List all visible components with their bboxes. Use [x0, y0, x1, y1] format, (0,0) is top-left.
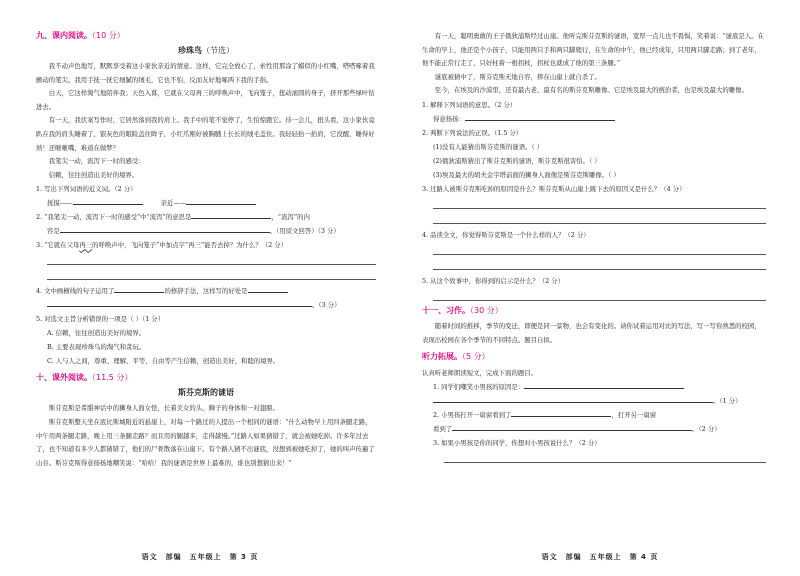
- r1-word: 得意扬扬：: [433, 114, 465, 123]
- q4-end: 。（3 分）: [312, 301, 341, 310]
- passage-1-subtitle: （节选）: [202, 46, 234, 55]
- passage-1-para: 我笔尖一动，流泻下一时的感受：: [48, 157, 145, 166]
- lq2-blank-1[interactable]: [511, 409, 611, 417]
- question-4-cont: [36, 298, 376, 312]
- question-r3: 3. 过路人被斯芬克斯吃掉的原因是什么？斯芬克斯从山崖上跳下去的原因又是什么？（4 分）: [422, 184, 686, 193]
- question-r5: 5. 从这个故事中，你得到的启示是什么？（2 分）: [422, 276, 565, 285]
- q3-answer-line[interactable]: [47, 252, 376, 265]
- lq2-text-b: ，打开另一扇窗: [611, 411, 657, 420]
- lq2-text-a: 2. 小男孩打开一扇窗看到了: [433, 411, 512, 420]
- listening-q2-cont: [422, 422, 766, 436]
- q3-answer-line[interactable]: [47, 267, 376, 280]
- section-9-heading: [36, 30, 376, 41]
- section-10-points: （11.5 分）: [92, 373, 133, 383]
- section-10-title: 十、课外阅读。: [36, 373, 92, 383]
- section-11-heading: [422, 305, 766, 316]
- passage-1-para: 信赖，往往创造出美好的境界。: [48, 170, 139, 179]
- question-3: [36, 238, 376, 252]
- q3-emphasis: 再三: [79, 241, 93, 250]
- lq2-blank-2[interactable]: [452, 423, 692, 431]
- section-11-points: （30 分）: [470, 305, 503, 315]
- q5-option[interactable]: B. 主要表现珍珠鸟的淘气和贪玩。: [47, 343, 146, 352]
- r2-item[interactable]: (2)俄狄浦斯猜出了斯芬克斯的谜语，斯芬克斯很害怕。（ ）: [433, 156, 601, 165]
- passage-2-title: 斯芬克斯的谜语: [178, 387, 234, 398]
- section-11-title: 十一、习作。: [422, 305, 470, 315]
- page-footer-left: 语文 部编 五年级上 第 3 页: [141, 553, 259, 561]
- r2-item[interactable]: (3)埃及最大的胡夫金字塔前面的狮身人面像是斯芬克斯雕像。（ ）: [433, 170, 620, 179]
- section-10-heading: [36, 372, 376, 383]
- question-1-answers: [36, 196, 376, 210]
- passage-1-para: 白天，它这样淘气地陪伴我；天色入暮，它就在父母再三的呼唤声中，飞向笼子，扭动滚圆的身子，挤开那些绿叶钻进去。: [36, 89, 375, 111]
- passage-2-para: 斯芬克斯整天坐在底比斯城附近的悬崖上，对每一个路过的人提出一个相同的谜语：“什么动物早上用四条腿走路，中午用两条腿走路，晚上用三条腿走路？而且用的腿越多，走得越慢。”过路人如果猜错了，就会被她吃掉。许多年过去了，也不知道有多少人都猜错了，他们的尸骨散落在山崖下。有个路人猜不出谜底，没想到被她吃掉了，她的叫声传遍了山谷。斯芬克斯得意扬扬地嘲笑说：“哈哈！我的谜语是世界上最难的，谁也别想猜出来！”: [36, 417, 375, 467]
- q4-text-b: 的修辞手法，这样写的好处是: [164, 287, 248, 296]
- r4-answer-line[interactable]: [433, 257, 766, 270]
- lq2-text-c: 看到了: [433, 425, 453, 434]
- r5-answer-line[interactable]: [433, 288, 766, 301]
- r3-answer-line[interactable]: [433, 196, 766, 209]
- q1-blank-1[interactable]: [73, 197, 143, 205]
- q1-blank-2[interactable]: [186, 197, 256, 205]
- passage-1-para: 我不动声色地写，默默享受着这小家伙亲近的情意。这样，它完全放心了，索性用那涂了蜡似的小红嘴，嗒嗒啄着我颤动的笔尖。我用手抚一抚它细腻的绒毛，它也不怕，反而友好地啄两下我的手指。: [36, 62, 375, 84]
- section-11-prompt: 随着时间的推移，季节的变迁，即便是同一景物，也会有变化的。请你试着运用对比的写法，写一写你熟悉的校园，表现出校园在各个季节的不同特点。题目自拟。: [422, 321, 761, 344]
- r3-answer-line[interactable]: [433, 211, 766, 224]
- q4-blank-2[interactable]: [248, 285, 288, 293]
- page-footer-right: 语文 部编 五年级上 第 4 页: [541, 553, 659, 561]
- q4-blank-1[interactable]: [114, 285, 164, 293]
- lq1-blank[interactable]: [524, 381, 684, 389]
- r4-answer-line[interactable]: [433, 242, 766, 255]
- q1-word-2: 亲近——: [160, 199, 187, 208]
- question-r4: 4. 品读全文，你觉得斯芬克斯是一个什么样的人？（2 分）: [422, 230, 590, 239]
- q2-text-b: ，“流泻”的内: [271, 213, 310, 222]
- q2-text-a: 2. “我笔尖一动，流泻下一时的感受”中“流泻”的意思是: [36, 213, 192, 222]
- question-2-cont: [36, 224, 376, 238]
- listening-q2: [422, 408, 766, 422]
- q2-text-c: 容是: [47, 227, 60, 236]
- listening-q1-cont: [422, 394, 766, 408]
- question-r1: 1. 解释下列词语的意思。（2 分）: [422, 100, 517, 109]
- passage-2-para: 有一天，聪明勇敢的王子俄狄浦斯经过山崖。他听完斯芬克斯的谜语，宽厚一点儿也不畏惧，笑着说：“谜底是人。在生命的早上，他还是个小孩子，只能用两只手和两只脚爬行，在生命的中午，他已经成年，只用两只脚走路；到了老年，他不能正常行走了，只好柱着一根拐杖，拐杖也就成了他的第三条腿。”: [422, 32, 764, 68]
- passage-2-para: 谜底被猜中了，斯芬克斯无地自容，摔在山崖上就自杀了。: [434, 72, 601, 81]
- r2-item[interactable]: (1)没有人能猜出斯芬克斯的谜语。（ ）: [433, 142, 544, 151]
- r1-blank[interactable]: [465, 113, 615, 121]
- question-4: [36, 284, 376, 298]
- section-9-points: （10 分）: [92, 31, 125, 40]
- listening-q1: [422, 380, 766, 394]
- right-page: [400, 0, 800, 576]
- lq3-answer-line[interactable]: [444, 450, 766, 463]
- q3-text-a: 3. “它就在父母: [36, 241, 80, 250]
- question-1: 1. 写出下列词语的近义词。（2 分）: [36, 185, 137, 194]
- lq2-end: 。（2 分）: [692, 425, 721, 434]
- q3-text-b: 的呼唤声中，飞向笼子”中加点字“再三”能否去掉？为什么？（2 分）: [92, 241, 287, 250]
- q5-option[interactable]: A. 信赖，往往创造出美好的境界。: [47, 329, 146, 338]
- listening-points: （5 分）: [462, 352, 490, 362]
- q4-text-a: 4. 文中画横线的句子运用了: [36, 287, 115, 296]
- passage-2-para: 至今，在埃及的沙漠里，还有最古老、最有名的斯芬克斯雕像。它是埃及最大的统治者，也是埃及最大的雕像。: [434, 86, 748, 95]
- q5-option[interactable]: C. 人与人之间，尊重、理解、平等、自由等产生信赖，创造出美好、和睦的境界。: [47, 357, 280, 366]
- passage-1-title: [36, 45, 376, 56]
- section-9-title: 九、课内阅读。: [36, 31, 92, 40]
- listening-intro: 认真听老师朗读短文，完成下面的题目。: [422, 369, 538, 378]
- question-2: [36, 210, 376, 224]
- question-5: 5. 对选文主旨分析错误的一项是（ ）（1 分）: [36, 315, 165, 324]
- lq1-blank-2[interactable]: [433, 395, 713, 403]
- passage-1-para: 有一天，我伏案写作时，它居然落到我的肩上。我手中的笔不觉停了，生怕惊跑它。待一会儿，扭头看，这小家伙竟趴在我的肩头睡着了，银灰色的眼睑盖住眸子，小红爪刚好被胸脯上长长的绒毛盖住。我轻轻抬一抬肩，它没醒，睡得好熟！还咂咂嘴，难道在做梦？: [36, 116, 375, 152]
- question-r2: 2. 判断下列说法的正误。（1.5 分）: [422, 128, 523, 137]
- q2-blank-1[interactable]: [191, 211, 271, 219]
- q2-text-d: 。（用原文回答）（3 分）: [269, 227, 340, 236]
- lq1-text: 1. 同学们嘲笑小男孩的原因是：: [433, 383, 525, 392]
- lq1-end: 。（1 分）: [713, 397, 742, 406]
- listening-heading: [422, 351, 766, 362]
- q4-blank-3[interactable]: [47, 299, 312, 307]
- question-r1-answer: [422, 112, 766, 126]
- listening-title: 听力拓展。: [422, 352, 462, 362]
- listening-q3: 3. 如果小男孩是你的同学，你想对小男孩说什么？（2 分）: [433, 439, 601, 448]
- q1-word-1: 抚摸——: [47, 199, 73, 208]
- passage-1-title-text: 珍珠鸟: [178, 45, 202, 55]
- q2-blank-2[interactable]: [60, 225, 270, 233]
- passage-2-para: 斯芬克斯是希腊神话中的狮身人面女怪，长着美女的头、狮子的身体和一对翅膀。: [48, 404, 279, 413]
